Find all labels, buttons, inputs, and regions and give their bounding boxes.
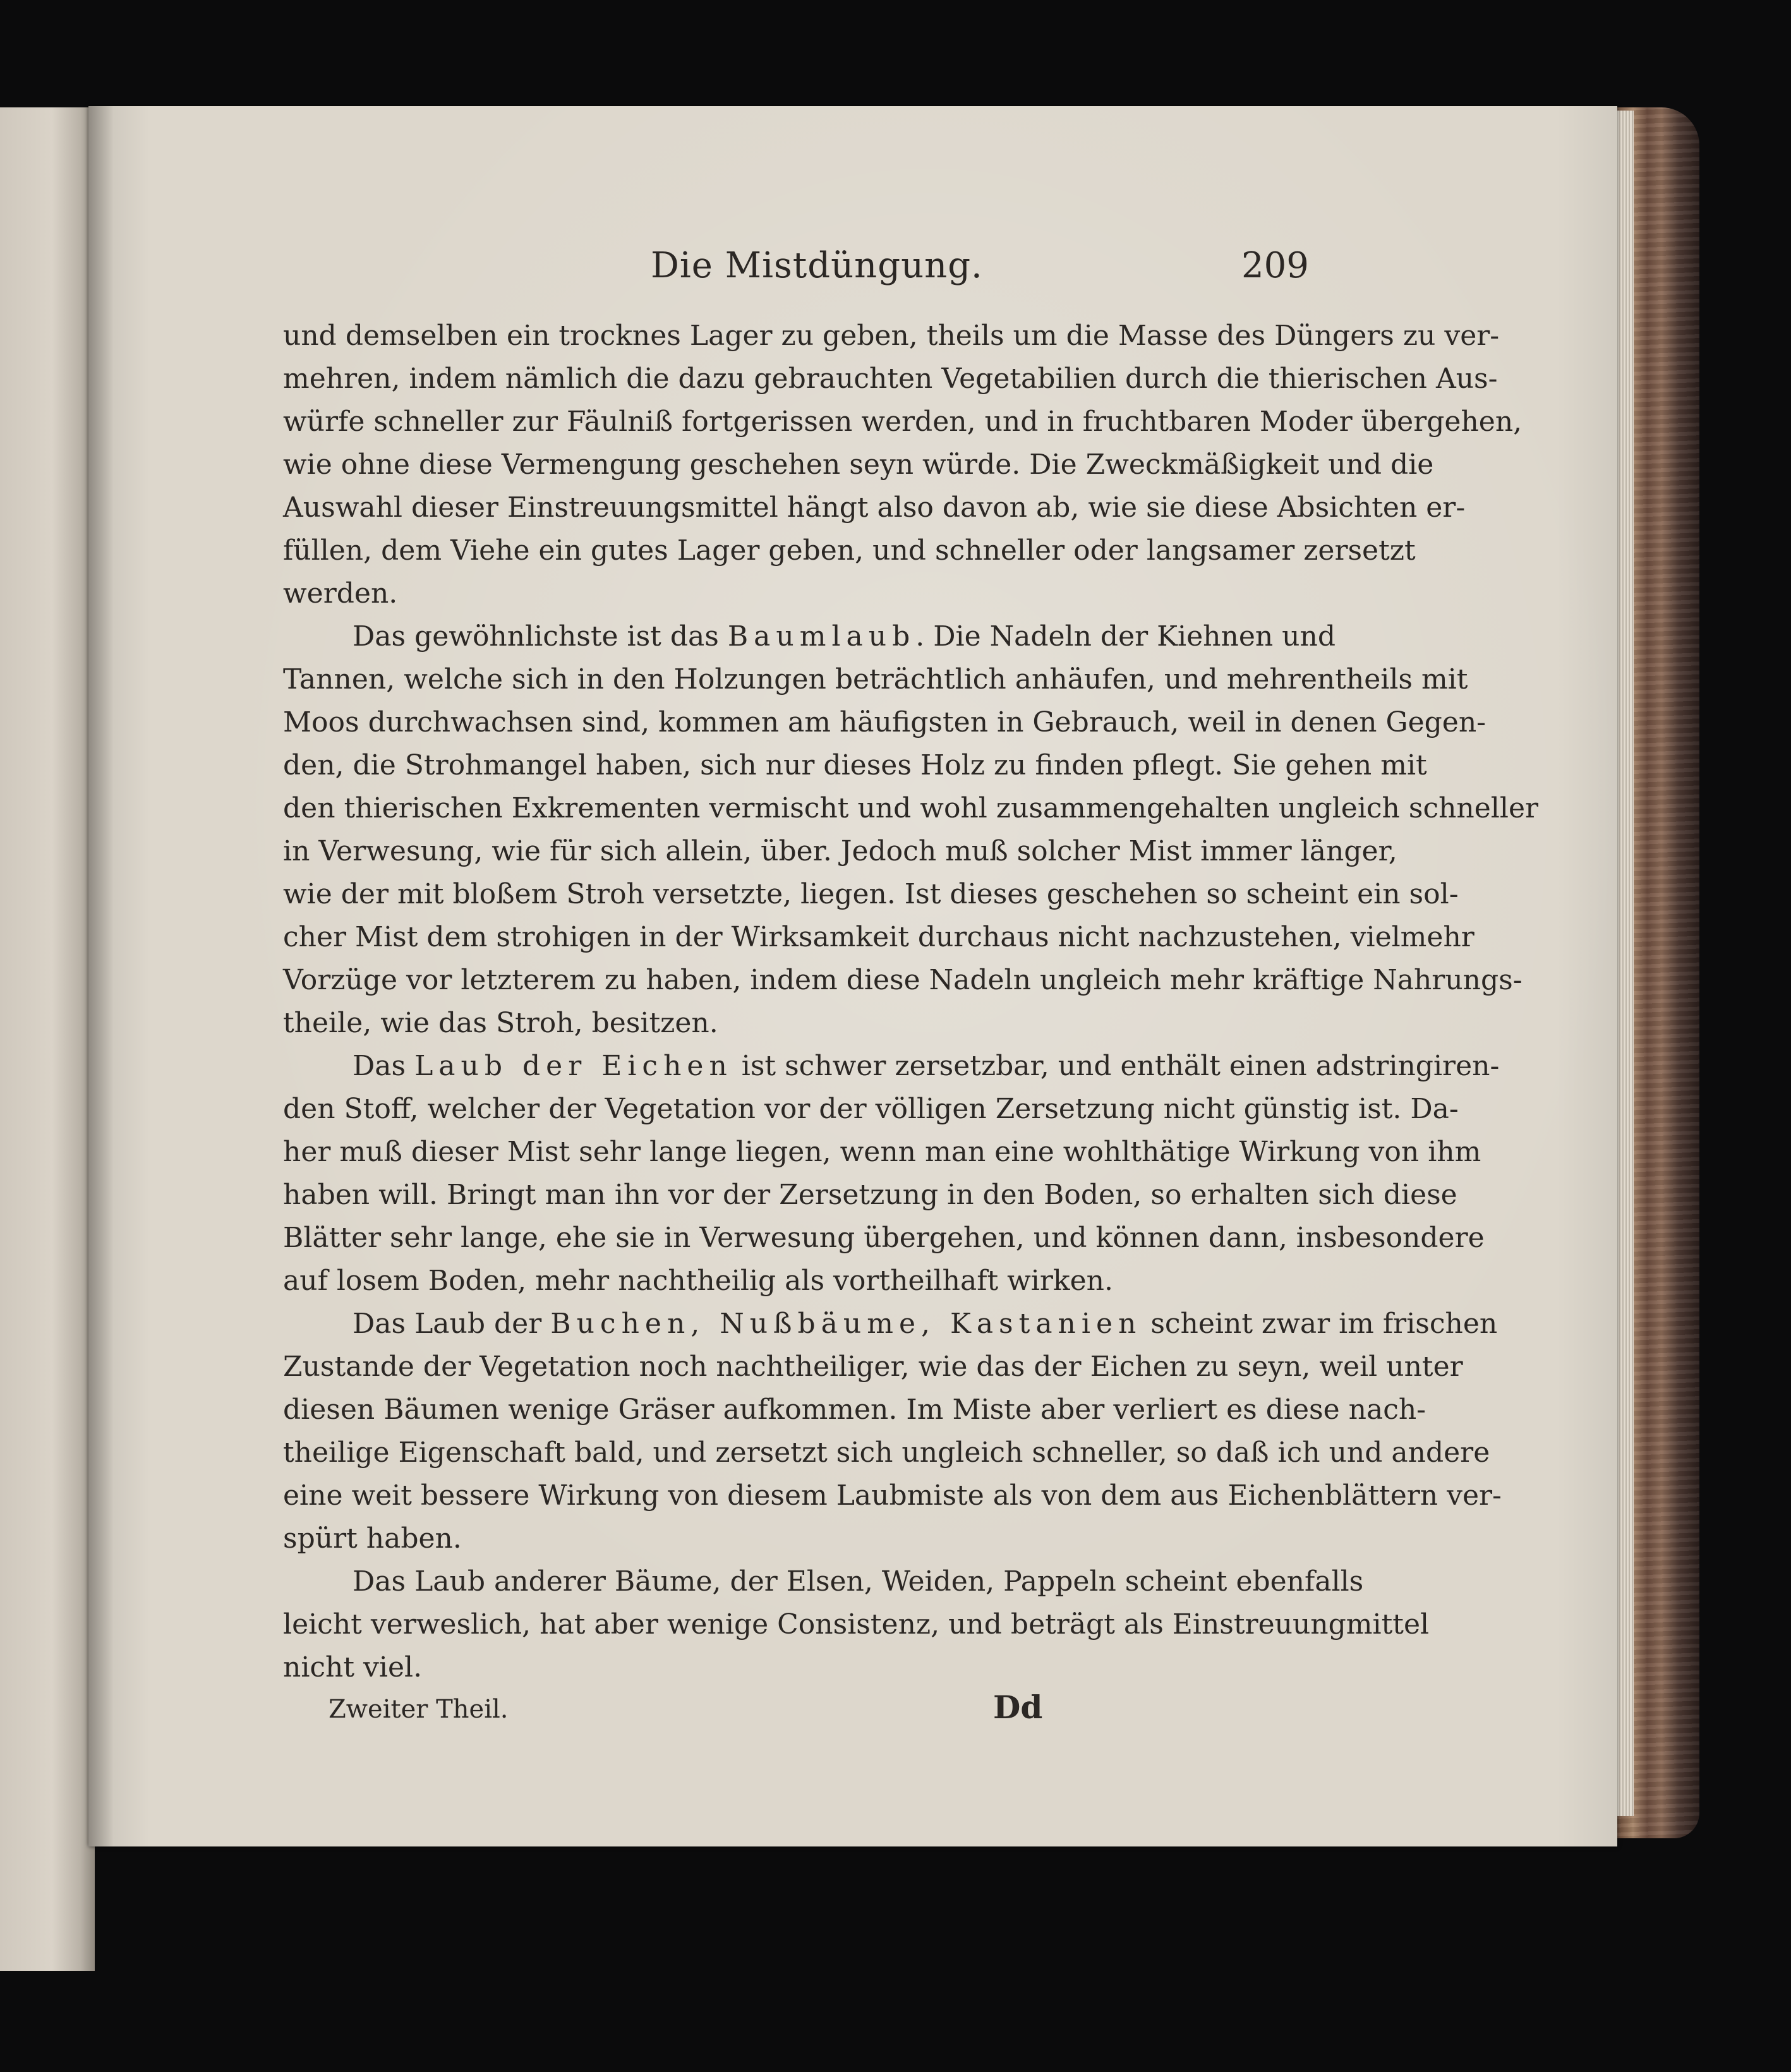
text-segment: Das gewöhnlichste ist das xyxy=(353,620,728,653)
running-head: Die Mistdüngung. xyxy=(651,245,983,286)
text-line: mehren, indem nämlich die dazu gebrauchten Vegetabilien durch die thierischen Aus- xyxy=(283,363,1498,395)
gutter-shadow xyxy=(88,106,114,1846)
text-line: her muß dieser Mist sehr lange liegen, wenn man eine wohlthätige Wirkung von ihm xyxy=(283,1136,1481,1168)
text-segment: scheint zwar im frischen xyxy=(1142,1308,1498,1340)
text-line: haben will. Bringt man ihn vor der Zersetzung in den Boden, so erhalten sich diese xyxy=(283,1179,1457,1211)
text-line: den Stoff, welcher der Vegetation vor der völligen Zersetzung nicht günstig ist. Da- xyxy=(283,1093,1459,1125)
text-line: wie der mit bloßem Stroh versetzte, liegen. Ist dieses geschehen so scheint ein sol- xyxy=(283,878,1459,910)
text-segment: Das Laub der xyxy=(353,1308,551,1340)
catchword: Dd xyxy=(993,1689,1043,1726)
signature-mark: Zweiter Theil. xyxy=(329,1695,509,1724)
text-segment: . Die Nadeln der Kiehnen und xyxy=(915,620,1336,653)
text-line: theile, wie das Stroh, besitzen. xyxy=(283,1007,718,1039)
text-line: den, die Strohmangel haben, sich nur dieses Holz zu finden pflegt. Sie gehen mit xyxy=(283,749,1427,781)
text-line: cher Mist dem strohigen in der Wirksamkeit durchaus nicht nachzustehen, vielmehr xyxy=(283,921,1474,953)
text-line: nicht viel. xyxy=(283,1651,423,1684)
text-line: wie ohne diese Vermengung geschehen seyn würde. Die Zweckmäßigkeit und die xyxy=(283,449,1434,481)
text-line: eine weit bessere Wirkung von diesem Laubmiste als von dem aus Eichenblättern ver- xyxy=(283,1479,1502,1512)
text-line: Moos durchwachsen sind, kommen am häufigsten in Gebrauch, weil in denen Gegen- xyxy=(283,706,1486,738)
text-line: diesen Bäumen wenige Gräser aufkommen. Im Miste aber verliert es diese nach- xyxy=(283,1394,1426,1426)
paragraph xyxy=(283,1560,1430,1689)
text-line: leicht verweslich, hat aber wenige Consistenz, und beträgt als Einstreuungmittel xyxy=(283,1608,1430,1641)
emphasized-term: Buchen, Nußbäume, Kastanien xyxy=(550,1308,1142,1340)
paragraph xyxy=(283,1045,1500,1303)
paragraph xyxy=(283,1303,1502,1560)
text-line: Auswahl dieser Einstreuungsmittel hängt also davon ab, wie sie diese Absichten er- xyxy=(283,491,1466,524)
text-line: würfe schneller zur Fäulniß fortgerissen werden, und in fruchtbaren Moder übergehen, xyxy=(283,406,1523,438)
paragraph xyxy=(283,315,1523,615)
text-line: Das Laub anderer Bäume, der Elsen, Weiden, Pappeln scheint ebenfalls xyxy=(353,1565,1364,1598)
text-segment: ist schwer zersetzbar, und enthält einen adstringiren- xyxy=(732,1050,1500,1082)
text-line xyxy=(283,615,1336,658)
text-line: spürt haben. xyxy=(283,1522,462,1555)
text-line xyxy=(283,1045,1500,1088)
text-line: auf losem Boden, mehr nachtheilig als vortheilhaft wirken. xyxy=(283,1265,1113,1297)
text-line xyxy=(283,1303,1498,1346)
text-line: den thierischen Exkrementen vermischt und wohl zusammengehalten ungleich schneller xyxy=(283,792,1539,824)
text-segment: Das xyxy=(353,1050,415,1082)
text-line: Tannen, welche sich in den Holzungen beträchtlich anhäufen, und mehrentheils mit xyxy=(283,663,1468,696)
page-number: 209 xyxy=(1241,245,1309,286)
text-line: in Verwesung, wie für sich allein, über. Jedoch muß solcher Mist immer länger, xyxy=(283,835,1397,867)
left-facing-page-edge xyxy=(0,107,95,1971)
text-line: Zustande der Vegetation noch nachtheiliger, wie das der Eichen zu seyn, weil unter xyxy=(283,1351,1463,1383)
paragraph xyxy=(283,615,1539,1045)
text-line: füllen, dem Viehe ein gutes Lager geben, und schneller oder langsamer zersetzt xyxy=(283,534,1416,567)
text-line: theilige Eigenschaft bald, und zersetzt sich ungleich schneller, so daß ich und andere xyxy=(283,1437,1490,1469)
body-text xyxy=(283,315,1539,1689)
text-line: und demselben ein trocknes Lager zu geben, theils um die Masse des Düngers zu ver- xyxy=(283,320,1500,352)
text-line: Blätter sehr lange, ehe sie in Verwesung übergehen, und können dann, insbesondere xyxy=(283,1222,1485,1254)
text-line: werden. xyxy=(283,577,398,610)
emphasized-term: Baumlaub xyxy=(727,620,916,653)
text-line: Vorzüge vor letzterem zu haben, indem diese Nadeln ungleich mehr kräftige Nahrungs- xyxy=(283,964,1523,996)
emphasized-term: Laub der Eichen xyxy=(414,1050,733,1082)
